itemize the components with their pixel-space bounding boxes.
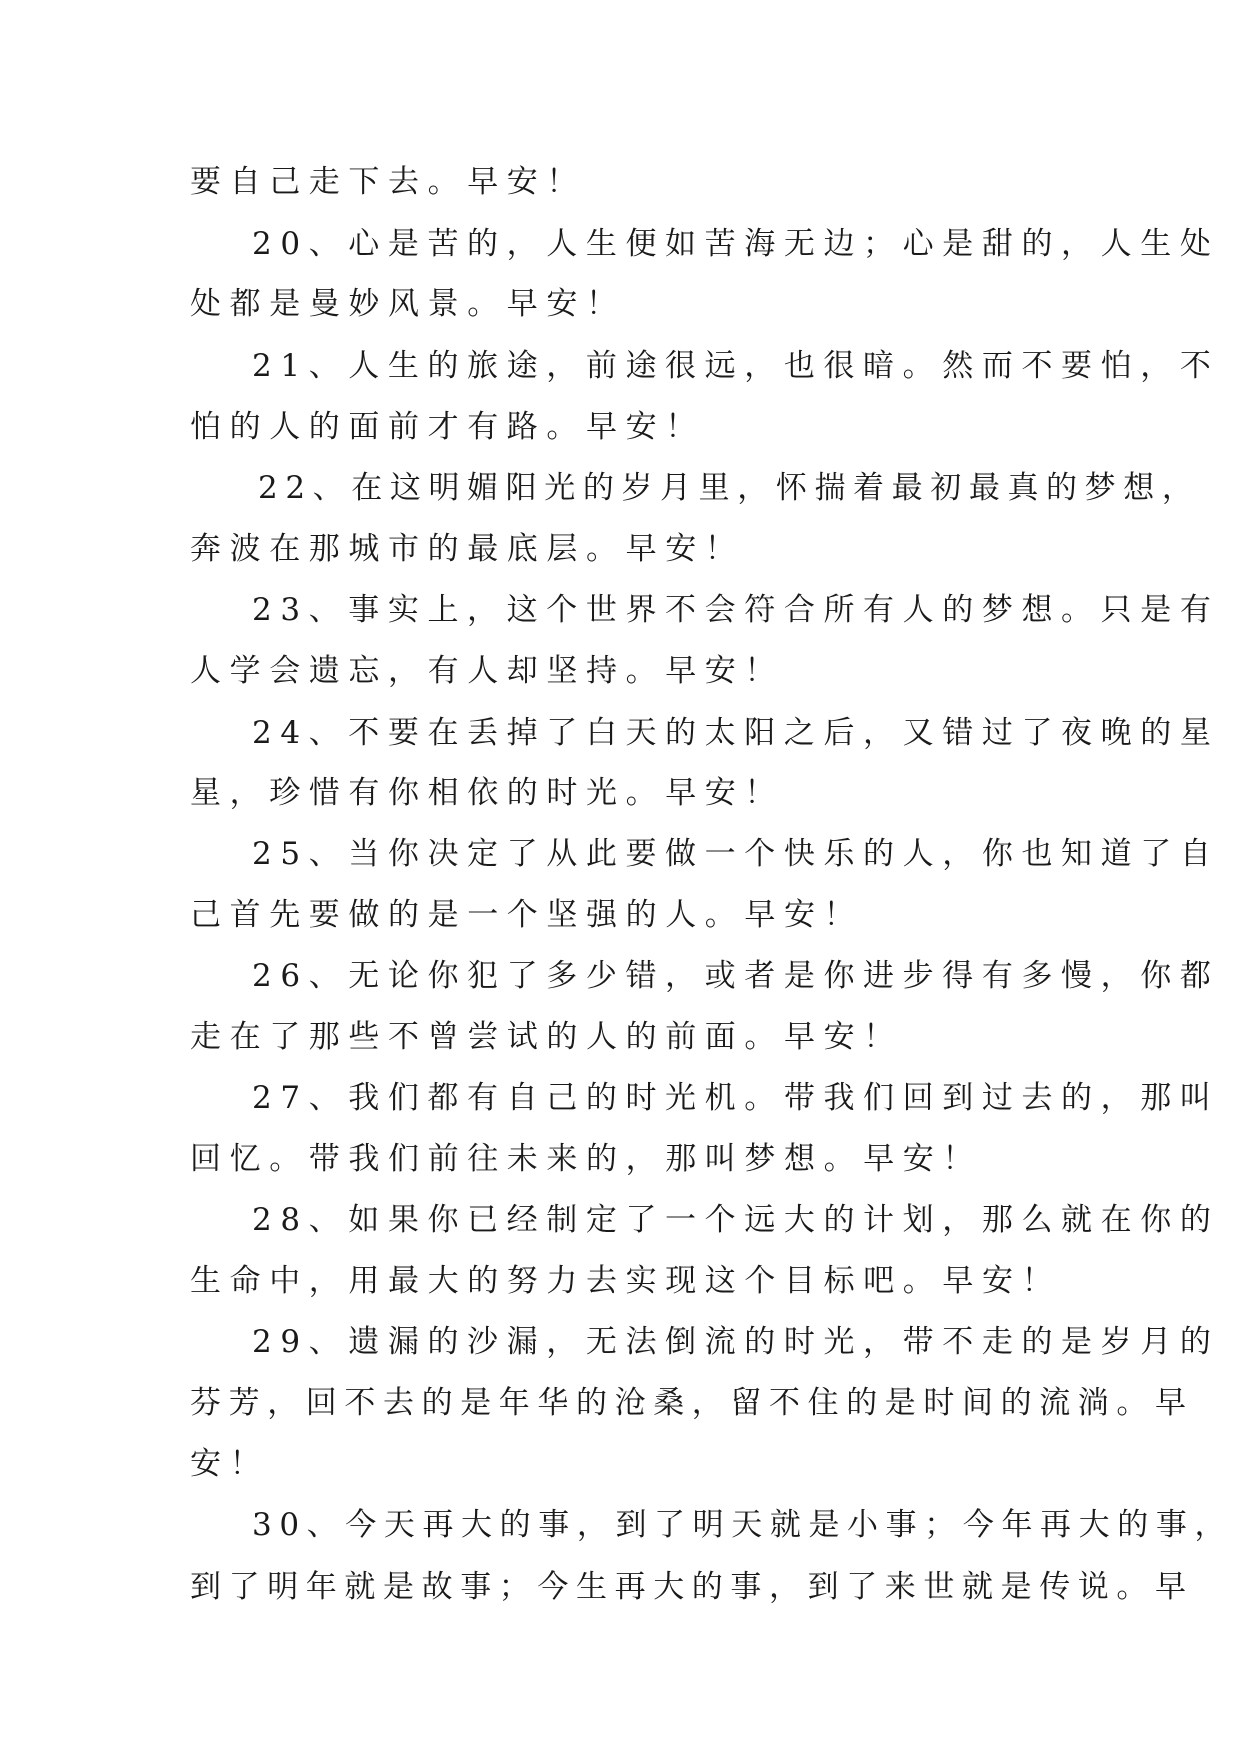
item-22-line: 22、在这明媚阳光的岁月里，怀揣着最初最真的梦想， [258,470,1201,506]
item-21-line: 21、人生的旅途，前途很远，也很暗。然而不要怕，不 [252,348,1220,384]
item-25-line: 25、当你决定了从此要做一个快乐的人，你也知道了自 [252,836,1220,872]
item-30-line: 30、今天再大的事，到了明天就是小事；今年再大的事， [252,1507,1234,1543]
text-line: 星，珍惜有你相依的时光。早安！ [190,775,784,811]
item-26-line: 26、无论你犯了多少错，或者是你进步得有多慢，你都 [252,958,1220,994]
text-line: 到了明年就是故事；今生再大的事，到了来世就是传说。早 [190,1569,1194,1605]
item-24-line: 24、不要在丢掉了白天的太阳之后，又错过了夜晚的星 [252,715,1220,751]
item-28-line: 28、如果你已经制定了一个远大的计划，那么就在你的 [252,1202,1220,1238]
text-line: 怕的人的面前才有路。早安！ [190,409,705,445]
item-29-line: 29、遗漏的沙漏，无法倒流的时光，带不走的是岁月的 [252,1324,1220,1360]
text-line: 回忆。带我们前往未来的，那叫梦想。早安！ [190,1141,982,1177]
item-27-line: 27、我们都有自己的时光机。带我们回到过去的，那叫 [252,1080,1220,1116]
text-line: 己首先要做的是一个坚强的人。早安！ [190,897,864,933]
text-line: 要自己走下去。早安！ [190,164,586,200]
text-line: 芬芳，回不去的是年华的沧桑，留不住的是时间的流淌。早 [190,1385,1194,1421]
text-line: 生命中，用最大的努力去实现这个目标吧。早安！ [190,1263,1062,1299]
text-line: 人学会遗忘，有人却坚持。早安！ [190,653,784,689]
text-line: 走在了那些不曾尝试的人的前面。早安！ [190,1019,903,1055]
text-line: 安！ [190,1446,270,1482]
item-20-line: 20、心是苦的，人生便如苦海无边；心是甜的，人生处 [252,226,1220,262]
text-line: 奔波在那城市的最底层。早安！ [190,531,745,567]
item-23-line: 23、事实上，这个世界不会符合所有人的梦想。只是有 [252,592,1220,628]
text-line: 处都是曼妙风景。早安！ [190,286,626,322]
